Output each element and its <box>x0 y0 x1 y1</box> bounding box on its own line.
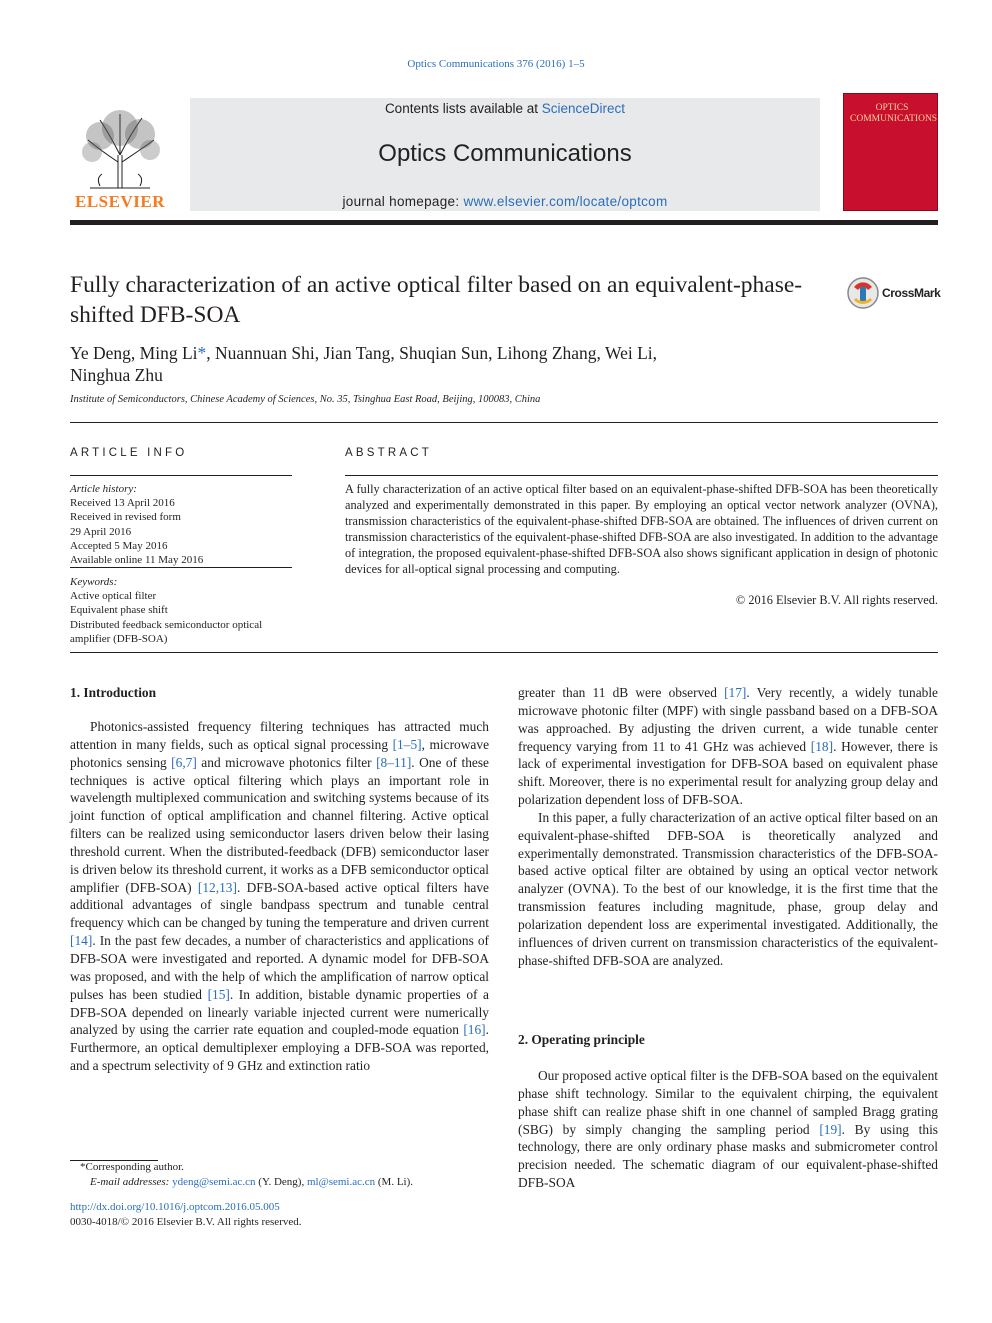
cover-title: OPTICS COMMUNICATIONS <box>850 103 938 124</box>
homepage-prefix: journal homepage: <box>342 194 464 209</box>
sciencedirect-link[interactable]: ScienceDirect <box>541 101 626 116</box>
history-item: Received in revised form <box>70 511 181 524</box>
text: and microwave photonics filter <box>196 754 377 770</box>
text: greater than 11 dB were observed <box>518 685 725 700</box>
citation-link[interactable]: [6,7] <box>171 754 197 770</box>
authors-first: Ye Deng, Ming Li <box>70 343 198 363</box>
email-note <box>70 1175 490 1190</box>
history-item: Available online 11 May 2016 <box>70 554 204 567</box>
text: . Furthermore, an optical demultiplexer employing a DFB-SOA was reported, and a spectrum selectivity of 9 GHz and extinction ratio <box>70 1022 489 1074</box>
history-item: 29 April 2016 <box>70 525 132 538</box>
homepage-line <box>190 194 820 209</box>
text: . In the past few decades, a number of characteristics and applications of DFB-SOA were investigated and reported. A dynamic model for DFB-SOA was proposed, and with the help of which the amplification of narrow optical pulses has been studied <box>70 933 489 1002</box>
abstract-copyright: © 2016 Elsevier B.V. All rights reserved. <box>735 593 938 607</box>
contents-line <box>190 101 820 116</box>
email-link[interactable]: ml@semi.ac.cn <box>306 1175 376 1188</box>
article-title: Fully characterization of an active optical filter based on an equivalent-phase-shifted DFB-SOA <box>70 272 803 328</box>
divider <box>70 652 938 653</box>
text: . By using this technology, there are only ordinary phase masks and submicrometer control precision needed. The schematic diagram of our equivalent-phase-shifted DFB-SOA <box>518 1121 938 1191</box>
contents-prefix: Contents lists available at <box>384 101 542 116</box>
authors-line2: Ninghua Zhu <box>70 365 163 385</box>
text: . One of these techniques is active optical filtering which plays an important role in wavelength multiplexed communication and switching systems because of its joint function of optical amplification and channel filtering. Active optical filters can be realized using semiconductor lasers driven below their lasing threshold current. When the distributed-feedback (DFB) semiconductor laser is driven below its threshold current, it works as a DFB semiconductor optical amplifier (DFB-SOA) <box>70 754 489 895</box>
keywords <box>70 575 292 646</box>
text: Photonics-assisted frequency filtering techniques has attracted much attention in many fields, such as optical signal processing <box>70 719 489 752</box>
history-item: Accepted 5 May 2016 <box>70 539 168 552</box>
doi-link[interactable]: http://dx.doi.org/10.1016/j.optcom.2016.05.005 <box>70 1201 280 1213</box>
keyword-item: amplifier (DFB-SOA) <box>70 632 168 645</box>
citation-link[interactable]: [14] <box>70 933 93 949</box>
article-history <box>70 482 292 567</box>
keyword-item: Distributed feedback semiconductor optical <box>70 618 263 631</box>
divider <box>345 475 938 476</box>
text: Our proposed active optical filter is the DFB-SOA based on the equivalent phase shift technology. Similar to the equivalent chirping, the equivalent phase shift can realize phase shift in one channel of sampled Bragg grating (SBG) by simply changing the sampling period <box>518 1068 938 1137</box>
author-list <box>70 342 790 386</box>
intro-paragraph-1-cont <box>518 684 938 809</box>
body-column-left <box>70 718 489 1075</box>
section-title-operating-principle: 2. Operating principle <box>518 1032 645 1047</box>
citation-link[interactable]: [15] <box>207 986 230 1002</box>
text: (Y. Deng), <box>255 1175 307 1188</box>
divider <box>70 567 292 568</box>
section-title-introduction: 1. Introduction <box>70 685 157 700</box>
article-info-heading: ARTICLE INFO <box>70 447 188 459</box>
intro-paragraph-2: In this paper, a fully characterization of an active optical filter based on an equivalent-phase-shifted DFB-SOA is theoretically analyzed and experimentally demonstrated. Transmission characteristics of the DFB-SOA-based active optical filter are obtained by using an optical vector network analyzer (OVNA). To the best of our knowledge, it is the first time that the transmission features including magnitude, phase, group delay and polarization dependent loss are experimental investigated. Additionally, the influences of driven current on transmission characteristics of the equivalent-phase-shifted DFB-SOA are analyzed. <box>518 809 938 968</box>
history-item: Received 13 April 2016 <box>70 497 175 510</box>
corresponding-author-mark[interactable]: * <box>197 343 207 363</box>
footnotes <box>70 1160 490 1189</box>
history-label: Article history: <box>70 483 137 495</box>
body-column-right <box>518 684 938 970</box>
crossmark-badge[interactable] <box>846 276 940 310</box>
abstract-text: A fully characterization of an active optical filter based on an equivalent-phase-shifted DFB-SOA has been theoretically analyzed and experimentally demonstrated in this paper. By employing an optical vector network analyzer (OVNA), transmission characteristics of the equivalent-phase-shifted DFB-SOA are obtained. The influences of driven current on transmission characteristics of the equivalent-phase-shifted DFB-SOA are also investigated. In addition to the advantage of integration, the proposed equivalent-phase-shifted DFB-SOA also shows significant application in design of photonic devices for all-optical signal processing and computing. <box>345 482 938 576</box>
text: . Very recently, a widely tunable microwave photonic filter (MPF) with single passband based on a DFB-SOA was approached. By adjusting the driven current, a wide tunable center frequency varying from 11 to 41 GHz was achieved <box>518 685 938 754</box>
operating-paragraph-1 <box>518 1067 938 1192</box>
homepage-link[interactable]: www.elsevier.com/locate/optcom <box>463 194 668 209</box>
abstract-heading: ABSTRACT <box>345 447 432 459</box>
citation-link[interactable]: [19] <box>819 1121 842 1137</box>
operating-principle-text <box>518 1067 938 1192</box>
text: (M. Li). <box>375 1175 414 1188</box>
text: . In addition, bistable dynamic properties of a DFB-SOA depended on linearly variable injected current were numerically analyzed by using the carrier rate equation and coupled-mode equation <box>70 986 489 1038</box>
keywords-label: Keywords: <box>70 576 118 588</box>
journal-cover-thumbnail[interactable] <box>843 93 938 211</box>
issn-copyright: 0030-4018/© 2016 Elsevier B.V. All rights reserved. <box>70 1215 302 1228</box>
citation-link[interactable]: [12,13] <box>197 879 237 895</box>
header-divider <box>70 220 938 225</box>
text: . However, there is lack of experimental investigation for DFB-SOA based on equivalent phase shift. Moreover, there is no experimental result for analyzing group delay and polarization dependent loss of DFB-SOA. <box>518 738 938 808</box>
journal-reference[interactable]: Optics Communications 376 (2016) 1–5 <box>407 58 585 70</box>
authors-rest: , Nuannuan Shi, Jian Tang, Shuqian Sun, Lihong Zhang, Wei Li, <box>206 343 658 363</box>
divider <box>70 422 938 423</box>
text: E-mail addresses: <box>90 1175 173 1188</box>
affiliation: Institute of Semiconductors, Chinese Academy of Sciences, No. 35, Tsinghua East Road, Beijing, 100083, China <box>70 394 541 405</box>
text: Corresponding author. <box>85 1161 184 1173</box>
elsevier-wordmark: ELSEVIER <box>75 192 165 211</box>
citation-link[interactable]: [8–11] <box>376 754 412 770</box>
email-link[interactable]: ydeng@semi.ac.cn <box>172 1175 256 1188</box>
text: , microwave photonics sensing <box>70 736 490 770</box>
citation-link[interactable]: [18] <box>810 738 834 754</box>
crossmark-label: CrossMark <box>882 286 941 300</box>
corresponding-note: *Corresponding author. <box>80 1161 184 1173</box>
divider <box>70 475 292 476</box>
doi-block <box>70 1200 490 1229</box>
text: . DFB-SOA-based active optical filters have additional advantages of single bandpass spectrum and tunable central frequency which can be changed by tuning the temperature and driven current <box>70 879 489 931</box>
citation-link[interactable]: [1–5] <box>392 736 422 752</box>
keyword-item: Equivalent phase shift <box>70 604 168 617</box>
journal-name: Optics Communications <box>378 140 632 167</box>
crossmark-icon <box>846 276 880 310</box>
citation-link[interactable]: [17] <box>724 685 747 700</box>
intro-paragraph-1 <box>70 718 489 1075</box>
keyword-item: Active optical filter <box>70 590 157 603</box>
citation-link[interactable]: [16] <box>463 1022 486 1038</box>
